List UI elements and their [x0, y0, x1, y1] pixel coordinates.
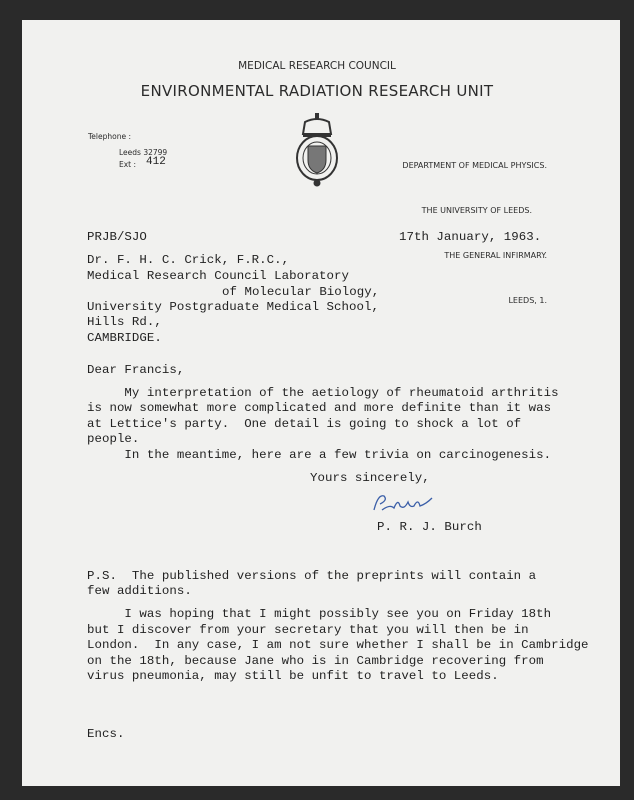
- telephone-number: Leeds 32799: [119, 148, 168, 157]
- body-line: In the meantime, here are a few trivia on carcinogenesis.: [87, 448, 552, 462]
- enclosures: Encs.: [87, 727, 125, 741]
- postscript-line: on the 18th, because Jane who is in Cambridge recovering from: [87, 654, 544, 668]
- recipient-line: CAMBRIDGE.: [87, 331, 162, 345]
- council-name: MEDICAL RESEARCH COUNCIL: [238, 60, 396, 72]
- closing: Yours sincerely,: [310, 471, 430, 485]
- handwritten-signature: [370, 490, 440, 516]
- ext-value: 412: [146, 156, 166, 168]
- postscript-line: virus pneumonia, may still be unfit to travel to Leeds.: [87, 669, 499, 683]
- postscript-line: few additions.: [87, 584, 192, 598]
- unit-name: ENVIRONMENTAL RADIATION RESEARCH UNIT: [140, 82, 494, 100]
- body-line: people.: [87, 432, 140, 446]
- reference: PRJB/SJO: [87, 230, 147, 244]
- address-line: THE GENERAL INFIRMARY.: [444, 251, 547, 260]
- letter-date: 17th January, 1963.: [399, 230, 542, 244]
- signatory-name: P. R. J. Burch: [377, 520, 482, 534]
- address-line: THE UNIVERSITY OF LEEDS.: [421, 206, 532, 215]
- recipient-line: University Postgraduate Medical School,: [87, 300, 379, 314]
- recipient-line: Dr. F. H. C. Crick, F.R.C.,: [87, 253, 290, 267]
- ext-label: Ext :: [119, 160, 137, 169]
- postscript-line: but I discover from your secretary that you will then be in: [87, 623, 529, 637]
- recipient-line: of Molecular Biology,: [222, 285, 380, 299]
- postscript-line: P.S. The published versions of the preprints will contain a: [87, 569, 537, 583]
- salutation: Dear Francis,: [87, 363, 185, 377]
- body-line: is now somewhat more complicated and more definite than it was: [87, 401, 552, 415]
- telephone-label: Telephone :: [88, 132, 132, 141]
- recipient-line: Medical Research Council Laboratory: [87, 269, 349, 283]
- postscript-line: I was hoping that I might possibly see you on Friday 18th: [87, 607, 552, 621]
- postscript-line: London. In any case, I am not sure whether I shall be in Cambridge: [87, 638, 589, 652]
- recipient-line: Hills Rd.,: [87, 315, 162, 329]
- body-line: at Lettice's party. One detail is going to shock a lot of: [87, 417, 522, 431]
- address-line: DEPARTMENT OF MEDICAL PHYSICS.: [402, 161, 547, 170]
- address-line: LEEDS, 1.: [508, 296, 547, 305]
- body-line: My interpretation of the aetiology of rheumatoid arthritis: [87, 386, 559, 400]
